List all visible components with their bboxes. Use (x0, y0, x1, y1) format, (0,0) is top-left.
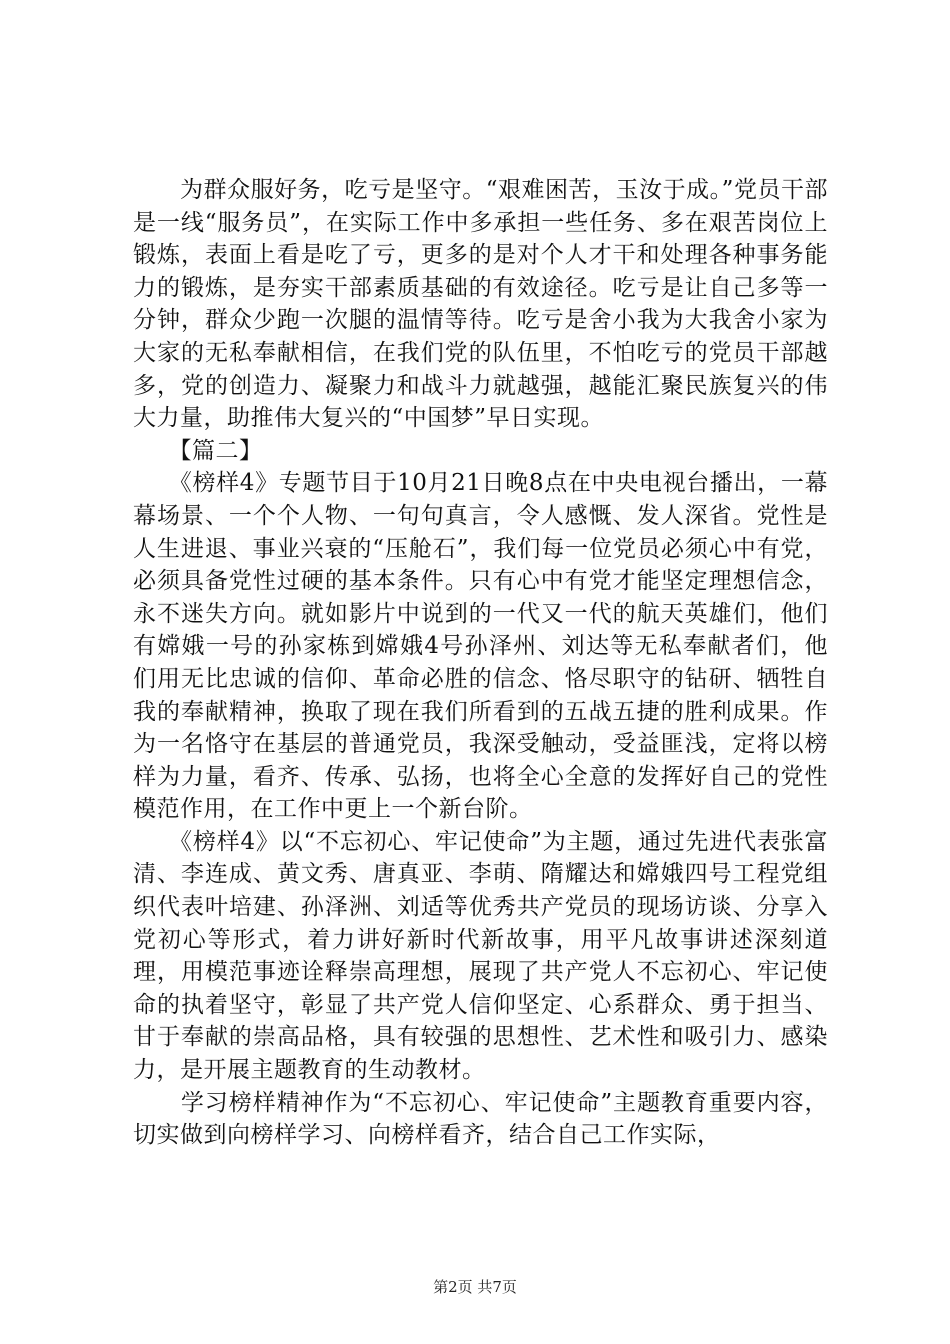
document-body (133, 174, 828, 1152)
section-heading-part-two: 【篇二】 (133, 437, 263, 464)
page-footer: 第2页 共7页 (433, 1278, 517, 1296)
paragraph-bangyang-broadcast: 《榜样4》专题节目于10月21日晚8点在中央电视台播出，一幕幕场景、一个个人物、一句句真言，令人感慨、发人深省。党性是人生进退、事业兴衰的“压舱石”，我们每一位党员必须心中有党，必须具备党性过硬的基本条件。只有心中有党才能坚定理想信念，永不迷失方向。就如影片中说到的一代又一代的航天英雄们，他们有嫦娥一号的孙家栋到嫦娥4号孙泽州、刘达等无私奉献者们，他们用无比忠诚的信仰、革命必胜的信念、恪尽职守的钻研、牺牲自我的奉献精神，换取了现在我们所看到的五战五捷的胜利成果。作为一名恪守在基层的普通党员，我深受触动，受益匪浅，定将以榜样为力量，看齐、传承、弘扬，也将全心全意的发挥好自己的党性模范作用，在工作中更上一个新台阶。 (133, 470, 828, 823)
paragraph-serve-masses: 为群众服好务，吃亏是坚守。“艰难困苦，玉汝于成。”党员干部是一线“服务员”，在实际工作中多承担一些任务、多在艰苦岗位上锻炼，表面上看是吃了亏，更多的是对个人才干和处理各种事务能力的锻炼，是夯实干部素质基础的有效途径。吃亏是让自己多等一分钟，群众少跑一次腿的温情等待。吃亏是舍小我为大我舍小家为大家的无私奉献相信，在我们党的队伍里，不怕吃亏的党员干部越多，党的创造力、凝聚力和战斗力就越强，越能汇聚民族复兴的伟大力量，助推伟大复兴的“中国梦”早日实现。 (133, 177, 828, 432)
paragraph-bangyang-theme: 《榜样4》以“不忘初心、牢记使命”为主题，通过先进代表张富清、李连成、黄文秀、唐真亚、李萌、隋耀达和嫦娥四号工程党组织代表叶培建、孙泽洲、刘适等优秀共产党员的现场访谈、分享入党初心等形式，着力讲好新时代新故事，用平凡故事讲述深刻道理，用模范事迹诠释崇高理想，展现了共产党人不忘初心、牢记使命的执着坚守，彰显了共产党人信仰坚定、心系群众、勇于担当、甘于奉献的崇高品格，具有较强的思想性、艺术性和吸引力、感染力，是开展主题教育的生动教材。 (133, 828, 828, 1084)
paragraph-learn-role-models: 学习榜样精神作为“不忘初心、牢记使命”主题教育重要内容，切实做到向榜样学习、向榜样看齐，结合自己工作实际， (133, 1089, 828, 1149)
